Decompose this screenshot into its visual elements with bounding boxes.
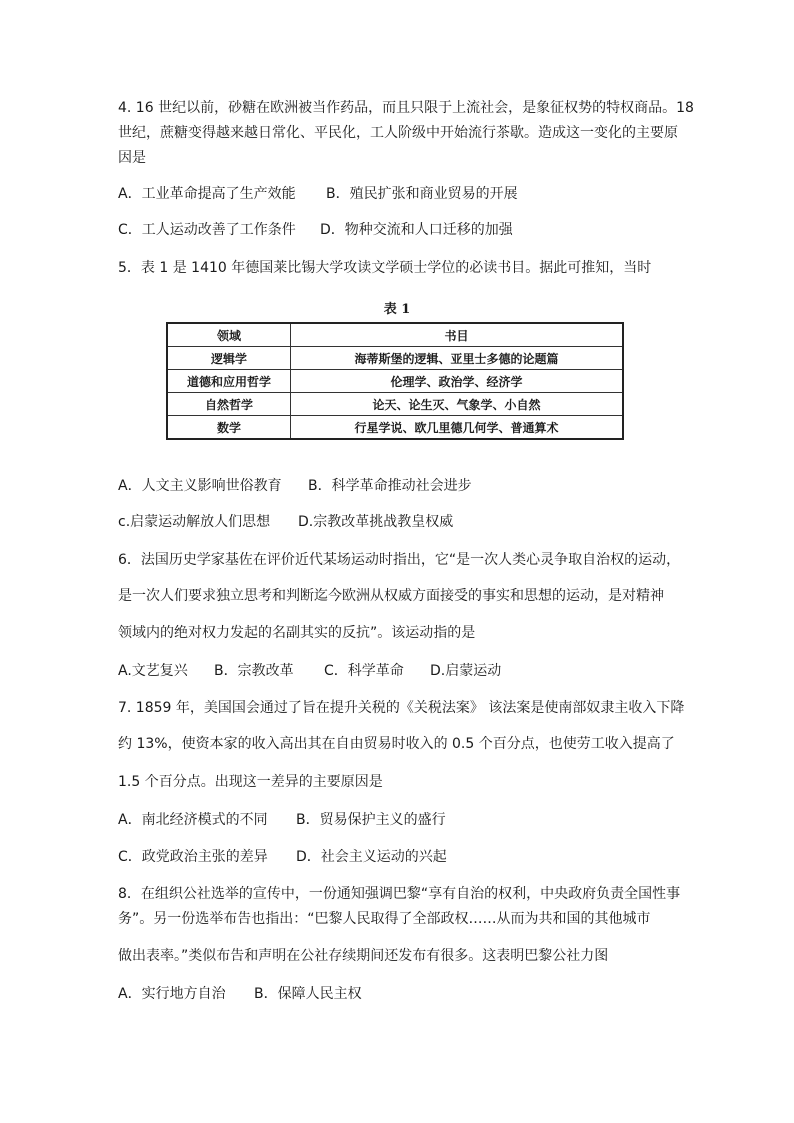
q6-option-c: C．科学革命 [324, 663, 404, 679]
q4-option-d: D．物种交流和人口迁移的加强 [320, 222, 513, 238]
q6-option-d: D.启蒙运动 [430, 663, 502, 679]
q4-options-row-1 [118, 184, 518, 204]
q7-stem-line-2: 约 13%，使资本家的收入高出其在自由贸易时收入的 0.5 个百分点，也使劳工收入提高了 [118, 736, 675, 752]
reading-list-table-block [166, 300, 624, 440]
table-cell-field: 道德和应用哲学 [167, 370, 291, 393]
q5-options-row-1 [118, 476, 472, 496]
q5-options-row-2 [118, 512, 453, 532]
q7-options-row-1 [118, 810, 446, 830]
q8-options-row [118, 984, 362, 1004]
table-header-books: 书目 [291, 323, 624, 347]
q7-options-row-2 [118, 847, 447, 867]
q6-options-row [118, 661, 501, 681]
q7-option-a: A．南北经济模式的不同 [118, 812, 268, 828]
table-cell-field: 自然哲学 [167, 393, 291, 416]
table-row [167, 393, 623, 416]
q6-stem-line-3: 领域内的绝对权力发起的名副其实的反抗”。该运动指的是 [118, 625, 476, 641]
table-cell-books: 行星学说、欧几里德几何学、普通算术 [291, 416, 624, 440]
q4-stem-line-1: 4. 16 世纪以前，砂糖在欧洲被当作药品，而且只限于上流社会，是象征权势的特权商品。18 [118, 100, 694, 116]
q7-stem-line-1: 7. 1859 年，美国国会通过了旨在提升关税的《关税法案》 该法案是使南部奴隶主收入下降 [118, 700, 685, 716]
q6-option-b: B．宗教改革 [214, 663, 294, 679]
q8-option-b: B．保障人民主权 [254, 986, 362, 1002]
q4-stem-line-3: 因是 [118, 150, 146, 166]
table-header-row [167, 323, 623, 347]
reading-list-table [166, 322, 624, 440]
q7-stem-line-3: 1.5 个百分点。出现这一差异的主要原因是 [118, 774, 383, 790]
table-caption: 表 1 [383, 302, 411, 317]
table-row [167, 416, 623, 440]
table-row [167, 347, 623, 370]
q5-option-b: B．科学革命推动社会进步 [308, 478, 472, 494]
q4-stem-line-2: 世纪，蔗糖变得越来越日常化、平民化，工人阶级中开始流行茶歇。造成这一变化的主要原 [118, 125, 678, 141]
q7-option-c: C．政党政治主张的差异 [118, 849, 268, 865]
q6-option-a: A.文艺复兴 [118, 663, 188, 679]
table-cell-field: 数学 [167, 416, 291, 440]
table-cell-books: 伦理学、政治学、经济学 [291, 370, 624, 393]
q4-option-a: A．工业革命提高了生产效能 [118, 186, 296, 202]
q4-option-b: B．殖民扩张和商业贸易的开展 [326, 186, 518, 202]
q5-option-c: c.启蒙运动解放人们思想 [118, 514, 271, 530]
q8-stem-line-3: 做出表率。”类似布告和声明在公社存续期间还发布有很多。这表明巴黎公社力图 [118, 948, 609, 964]
q6-stem-line-1: 6．法国历史学家基佐在评价近代某场运动时指出，它“是一次人类心灵争取自治权的运动， [118, 552, 681, 568]
q7-option-b: B．贸易保护主义的盛行 [296, 812, 446, 828]
q4-options-row-2 [118, 220, 513, 240]
table-cell-field: 逻辑学 [167, 347, 291, 370]
q4-option-c: C．工人运动改善了工作条件 [118, 222, 296, 238]
q5-option-a: A．人文主义影响世俗教育 [118, 478, 282, 494]
q5-option-d: D.宗教改革挑战教皇权威 [298, 514, 454, 530]
q8-stem-line-2: 务”。另一份选举布告也指出：“巴黎人民取得了全部政权……从而为共和国的其他城市 [118, 911, 651, 927]
table-cell-books: 论天、论生灭、气象学、小自然 [291, 393, 624, 416]
table-row [167, 370, 623, 393]
table-header-field: 领域 [167, 323, 291, 347]
q8-stem-line-1: 8．在组织公社选举的宣传中，一份通知强调巴黎“享有自治的权利，中央政府负责全国性事 [118, 886, 681, 902]
q8-option-a: A．实行地方自治 [118, 986, 226, 1002]
q5-stem-line-1: 5．表 1 是 1410 年德国莱比锡大学攻读文学硕士学位的必读书目。据此可推知，当时 [118, 260, 652, 276]
q6-stem-line-2: 是一次人们要求独立思考和判断迄今欧洲从权威方面接受的事实和思想的运动，是对精神 [118, 588, 664, 604]
table-cell-books: 海蒂斯堡的逻辑、亚里士多德的论题篇 [291, 347, 624, 370]
q7-option-d: D．社会主义运动的兴起 [296, 849, 447, 865]
